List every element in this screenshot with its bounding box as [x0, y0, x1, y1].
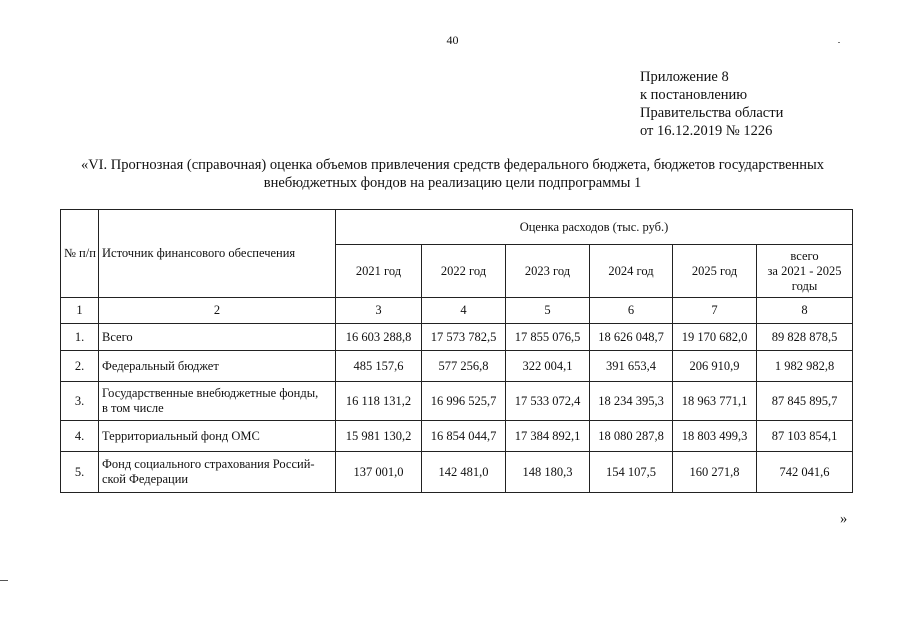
table-row: [61, 324, 853, 351]
section-title: [40, 156, 865, 192]
row-source: Территориальный фонд ОМС: [99, 421, 336, 452]
row-value: 391 653,4: [590, 351, 673, 382]
row-value: 16 996 525,7: [422, 382, 506, 421]
row-value: 16 603 288,8: [336, 324, 422, 351]
header-total-line: всего: [790, 248, 819, 263]
row-source: Федеральный бюджет: [99, 351, 336, 382]
row-value: 18 626 048,7: [590, 324, 673, 351]
row-value: 206 910,9: [673, 351, 757, 382]
row-total: 87 103 854,1: [757, 421, 853, 452]
row-source-line: в том числе: [102, 401, 164, 415]
scan-mark: [0, 580, 8, 581]
row-value: 15 981 130,2: [336, 421, 422, 452]
row-value: 16 118 131,2: [336, 382, 422, 421]
header-year: 2021 год: [336, 245, 422, 298]
row-value: 17 573 782,5: [422, 324, 506, 351]
column-index: 1: [61, 298, 99, 324]
column-index: 8: [757, 298, 853, 324]
header-year: 2024 год: [590, 245, 673, 298]
column-index: 2: [99, 298, 336, 324]
row-value: 485 157,6: [336, 351, 422, 382]
column-index: 6: [590, 298, 673, 324]
row-value: 17 855 076,5: [506, 324, 590, 351]
row-total: 87 845 895,7: [757, 382, 853, 421]
row-value: 142 481,0: [422, 452, 506, 493]
row-source-line: ской Федерации: [102, 472, 189, 486]
appendix-block: [640, 68, 783, 140]
row-source-line: Государственные внебюджетные фонды,: [102, 386, 319, 400]
row-total: 89 828 878,5: [757, 324, 853, 351]
section-title-line: «VI. Прогнозная (справочная) оценка объемов привлечения средств федерального бюджета, бюджетов государственных: [80, 157, 825, 173]
header-year: 2022 год: [422, 245, 506, 298]
column-index: 5: [506, 298, 590, 324]
row-value: 148 180,3: [506, 452, 590, 493]
row-number: 2.: [61, 351, 99, 382]
row-value: 17 533 072,4: [506, 382, 590, 421]
column-index: 3: [336, 298, 422, 324]
column-index: 4: [422, 298, 506, 324]
column-index: 7: [673, 298, 757, 324]
table-row: [61, 382, 853, 421]
section-title-line: внебюджетных фондов на реализацию цели подпрограммы 1: [263, 175, 642, 191]
closing-quote: »: [840, 511, 848, 527]
row-number: 1.: [61, 324, 99, 351]
row-number: 3.: [61, 382, 99, 421]
row-number: 5.: [61, 452, 99, 493]
row-value: 19 170 682,0: [673, 324, 757, 351]
row-source: Всего: [99, 324, 336, 351]
column-index-row: [61, 298, 853, 324]
row-number: 4.: [61, 421, 99, 452]
header-expense-estimate: Оценка расходов (тыс. руб.): [336, 210, 853, 245]
row-value: 137 001,0: [336, 452, 422, 493]
budget-table: [60, 209, 853, 493]
appendix-line: к постановлению: [640, 87, 748, 103]
appendix-line: Правительства области: [640, 105, 784, 121]
row-source-line: Фонд социального страхования Россий-: [102, 457, 315, 471]
header-source: Источник финансового обеспечения: [99, 210, 336, 298]
appendix-line: от 16.12.2019 № 1226: [640, 123, 773, 139]
page-number: 40: [446, 33, 459, 47]
row-value: 17 384 892,1: [506, 421, 590, 452]
row-source: [99, 452, 336, 493]
header-num: № п/п: [61, 210, 99, 298]
appendix-line: Приложение 8: [640, 69, 729, 85]
header-total-line: годы: [791, 278, 818, 293]
table-row: [61, 351, 853, 382]
header-total-line: за 2021 - 2025: [767, 263, 842, 278]
row-value: 18 080 287,8: [590, 421, 673, 452]
table-row: [61, 421, 853, 452]
row-value: 322 004,1: [506, 351, 590, 382]
row-total: 742 041,6: [757, 452, 853, 493]
row-value: 18 803 499,3: [673, 421, 757, 452]
row-value: 18 963 771,1: [673, 382, 757, 421]
row-source: [99, 382, 336, 421]
row-value: 160 271,8: [673, 452, 757, 493]
scan-mark: [838, 42, 840, 43]
table-row: [61, 452, 853, 493]
row-total: 1 982 982,8: [757, 351, 853, 382]
row-value: 18 234 395,3: [590, 382, 673, 421]
header-year: 2023 год: [506, 245, 590, 298]
row-value: 16 854 044,7: [422, 421, 506, 452]
header-year: 2025 год: [673, 245, 757, 298]
header-total: [757, 245, 853, 298]
row-value: 154 107,5: [590, 452, 673, 493]
row-value: 577 256,8: [422, 351, 506, 382]
